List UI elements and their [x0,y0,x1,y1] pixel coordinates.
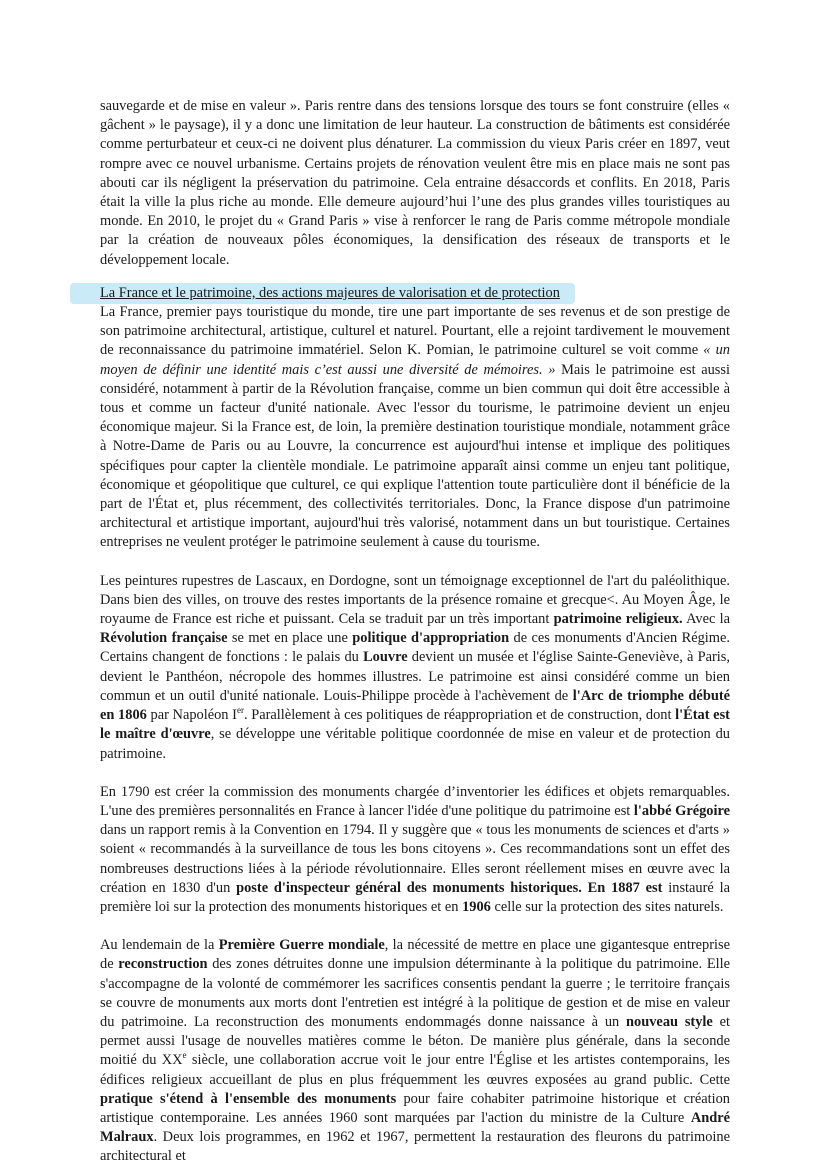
pomian-quote: « un moyen de définir une identité mais c’est aussi une diversité de mémoires. » [100,342,730,378]
paragraph-commission-1790: En 1790 est créer la commission des monuments chargée d’inventorier les édifices et objets remarquables. L'une des premières personnalités en France à lancer l'idée d'une politique du patrimoine est l'abbé Grégoire dans un rapport remis à la Convention en 1794. Il y suggère que « tous les monuments de sciences et d'arts » soient « recommandés à la surveillance de tous les bons citoyens ». Ces recommandations sont un effet des nombreuses destructions liées à la période révolutionnaire. Elles seront réellement mises en œuvre avec la création en 1830 d'un poste d'inspecteur général des monuments historiques. En 1887 est instauré la première loi sur la protection des monuments historiques et en 1906 celle sur la protection des sites naturels. [100,783,731,915]
paragraph-france-patrimoine: La France, premier pays touristique du monde, tire une part importante de ses revenus et de son prestige de son patrimoine architectural, artistique, culturel et naturel. Pourtant, elle a rejoint tardivement le mouvement de reconnaissance du patrimoine immatériel. Selon K. Pomian, le patrimoine culturel se voit comme « un moyen de définir une identité mais c’est aussi une diversité de mémoires. » Mais le patrimoine est aussi considéré, notamment à partir de la Révolution française, comme un bien commun qui doit être accessible à tous et comme un facteur d'unité nationale. Avec l'essor du tourisme, le patrimoine devient un enjeu économique majeur. Si la France est, de loin, la première destination touristique mondiale, notamment grâce à Notre-Dame de Paris ou au Louvre, la concurrence est aujourd'hui intense et implique des politiques spécifiques pour capter la clientèle mondiale. Le patrimoine apparaît ainsi comme un enjeu tant politique, économique et géopolitique que culturel, ce qui explique l'attention toute particulière dont il bénéficie de la part de l'État et, plus récemment, des collectivités territoriales. Donc, la France dispose d'un patrimoine architectural et artistique important, aujourd'hui très valorisé, notamment dans un but touristique. Certaines entreprises ne veulent protéger le patrimoine seulement à cause du tourisme. [100,304,731,551]
paragraph-lascaux: Les peintures rupestres de Lascaux, en Dordogne, sont un témoignage exceptionnel de l'art du paléolithique. Dans bien des villes, on trouve des restes importants de la présence romaine et grecque<. Au Moyen Âge, le royaume de France est riche et puissant. Cela se traduit par un très important patrimoine religieux. Avec la Révolution française se met en place une politique d'appropriation de ces monuments d'Ancien Régime. Certains changent de fonctions : le palais du Louvre devient un musée et l'église Sainte-Geneviève, à Paris, devient le Panthéon, nécropole des hommes illustres. Le patrimoine est ainsi considéré comme un bien commun et un outil d'unité nationale. Louis-Philippe procède à l'achèvement de l'Arc de triomphe débuté en 1806 par Napoléon Ier. Parallèlement à ces politiques de réappropriation et de construction, dont l'État est le maître d'œuvre, se développe une véritable politique coordonnée de mise en valeur et de protection du patrimoine. [100,572,731,762]
section-heading-block [100,284,730,303]
document-page [100,97,730,1167]
paragraph-premiere-guerre: Au lendemain de la Première Guerre mondiale, la nécessité de mettre en place une gigantesque entreprise de reconstruction des zones détruites donne une impulsion déterminante à la politique du patrimoine. Elle s'accompagne de la volonté de commémorer les sacrifices consentis pendant la guerre ; le territoire français se couvre de monuments aux morts dont l'entretien est intégré à la politique de gestion et de mise en valeur du patrimoine. La reconstruction des monuments endommagés donne naissance à un nouveau style et permet aussi l'usage de nouvelles matières comme le béton. De manière plus générale, dans la seconde moitié du XXe siècle, une collaboration accrue voit le jour entre l'Église et les artistes contemporains, les édifices religieux accueillant de plus en plus fréquemment les œuvres exposées au grand public. Cette pratique s'étend à l'ensemble des monuments pour faire cohabiter patrimoine historique et création artistique contemporaine. Les années 1960 sont marquées par l'action du ministre de la Culture André Malraux. Deux lois programmes, en 1962 et 1967, permettent la restauration des fleurons du patrimoine architectural et [100,937,731,1165]
paragraph-paris-urbanism: sauvegarde et de mise en valeur ». Paris rentre dans des tensions lorsque des tours se font construire (elles « gâchent » le paysage), il y a donc une limitation de leur hauteur. La construction de bâtiments est considérée comme perturbateur et ceux-ci ne doivent plus dénaturer. La commission du vieux Paris créer en 1897, veut rompre avec ce nouvel urbanisme. Certains projets de rénovation veulent être mis en place mais ne sont pas abouti car ils négligent la préservation du patrimoine. Cela entraine désaccords et conflits. En 2018, Paris était la ville la plus riche au monde. Elle demeure aujourd’hui l’une des plus grandes villes touristiques au monde. En 2010, le projet du « Grand Paris » vise à renforcer le rang de Paris comme métropole mondiale par la création de nouveaux pôles économiques, la densification des réseaux de transports et le développement locale. [100,98,730,268]
section-heading: La France et le patrimoine, des actions majeures de valorisation et de protection [100,284,560,301]
